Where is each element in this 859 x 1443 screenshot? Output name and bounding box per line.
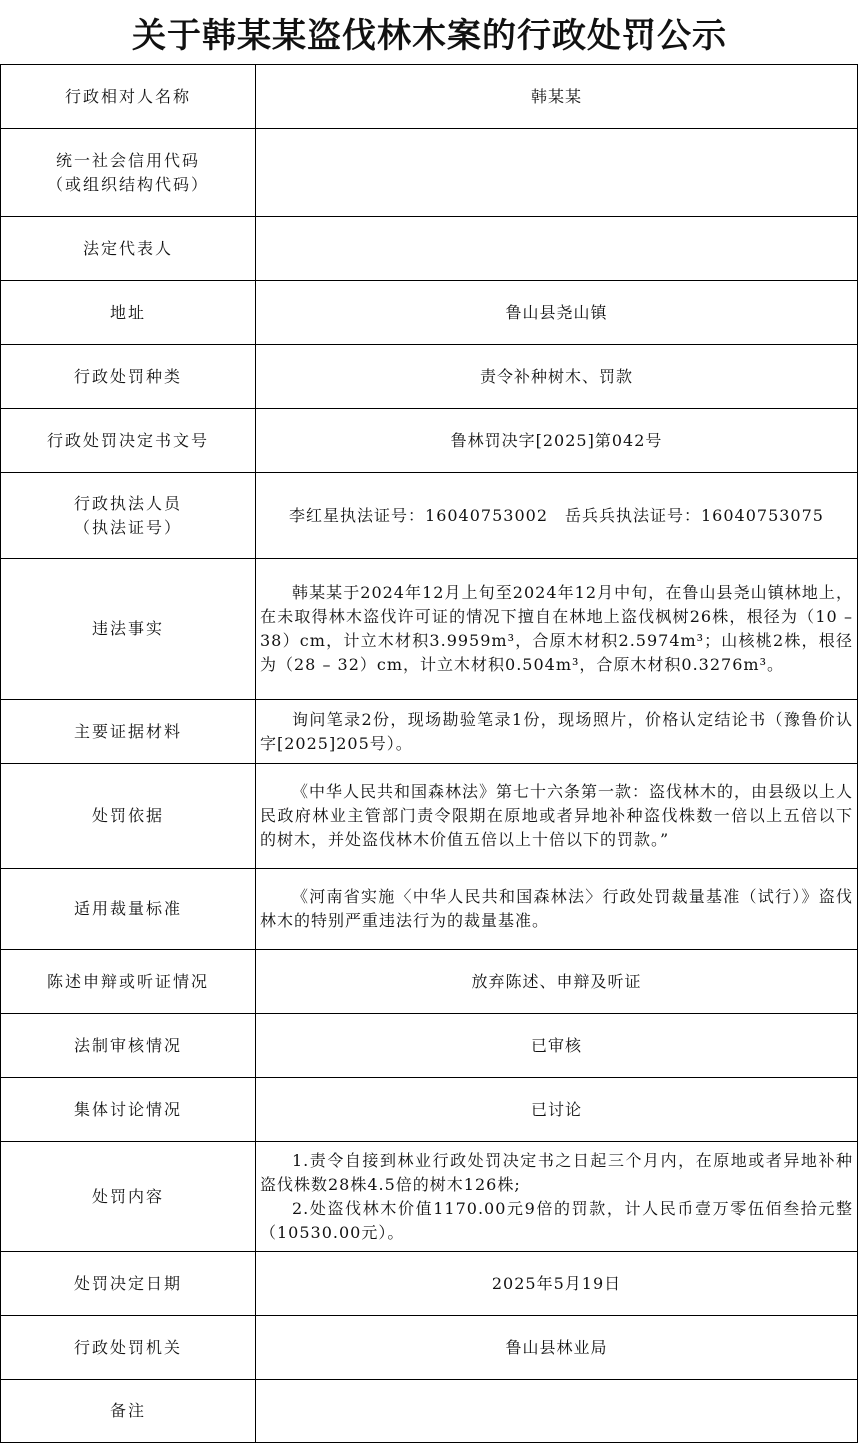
row-value: 已讨论	[256, 1078, 858, 1142]
row-value	[256, 559, 858, 700]
paragraph: 1.责令自接到林业行政处罚决定书之日起三个月内，在原地或者异地补种盗伐株数28株4.5倍的树木126株;	[260, 1150, 853, 1194]
row-label: 集体讨论情况	[1, 1078, 256, 1142]
row-value	[256, 700, 858, 764]
row-value	[256, 1380, 858, 1443]
row-value: 李红星执法证号：16040753002 岳兵兵执法证号：16040753075	[256, 473, 858, 559]
row-label: 处罚内容	[1, 1142, 256, 1252]
row-value: 2025年5月19日	[256, 1252, 858, 1316]
row-label: 陈述申辩或听证情况	[1, 950, 256, 1014]
table-row	[1, 764, 858, 869]
row-value: 鲁林罚决字[2025]第042号	[256, 409, 858, 473]
row-label: 备注	[1, 1380, 256, 1443]
row-label: 法制审核情况	[1, 1014, 256, 1078]
paragraph: 《中华人民共和国森林法》第七十六条第一款：盗伐林木的，由县级以上人民政府林业主管部门责令限期在原地或者异地补种盗伐株数一倍以上五倍以下的树木，并处盗伐林木价值五倍以上十倍以下的罚款。”	[260, 782, 854, 849]
row-value: 责令补种树木、罚款	[256, 345, 858, 409]
table-row	[1, 281, 858, 345]
row-label: 违法事实	[1, 559, 256, 700]
table-row	[1, 559, 858, 700]
row-label: 行政相对人名称	[1, 65, 256, 129]
row-value	[256, 129, 858, 217]
table-row	[1, 1316, 858, 1380]
row-label	[1, 129, 256, 217]
row-label: 行政处罚种类	[1, 345, 256, 409]
table-row	[1, 129, 858, 217]
row-label-line2: （或组织结构代码）	[46, 174, 209, 194]
row-label: 行政处罚决定书文号	[1, 409, 256, 473]
row-label-line1: 行政执法人员	[73, 493, 182, 513]
paragraph: 《河南省实施〈中华人民共和国森林法〉行政处罚裁量基准（试行）》盗伐林木的特别严重违法行为的裁量基准。	[260, 887, 853, 930]
table-row	[1, 345, 858, 409]
table-row	[1, 700, 858, 764]
paragraph: 询问笔录2份，现场勘验笔录1份，现场照片，价格认定结论书（豫鲁价认字[2025]205号）。	[260, 709, 853, 753]
row-value: 已审核	[256, 1014, 858, 1078]
row-value: 鲁山县林业局	[256, 1316, 858, 1380]
page-title: 关于韩某某盗伐林木案的行政处罚公示	[132, 15, 727, 56]
row-label	[1, 473, 256, 559]
table-row	[1, 1078, 858, 1142]
row-value	[256, 1142, 858, 1252]
table-row	[1, 473, 858, 559]
row-label: 处罚依据	[1, 764, 256, 869]
row-label: 行政处罚机关	[1, 1316, 256, 1380]
row-label: 处罚决定日期	[1, 1252, 256, 1316]
table-row	[1, 1014, 858, 1078]
row-label: 主要证据材料	[1, 700, 256, 764]
penalty-table	[0, 64, 858, 1443]
row-value: 放弃陈述、申辩及听证	[256, 950, 858, 1014]
row-label-line2: （执法证号）	[73, 517, 182, 537]
row-label: 地址	[1, 281, 256, 345]
row-label-line1: 统一社会信用代码	[55, 150, 200, 170]
paragraph: 韩某某于2024年12月上旬至2024年12月中旬，在鲁山县尧山镇林地上，在未取得林木盗伐许可证的情况下擅自在林地上盗伐枫树26株，根径为（10 – 38）cm，计立木材积3.9959m³，合原木材积2.5974m³；山核桃2株，根径为（28 – 32）cm，计立木材积0.504m³，合原木材积0.3276m³。	[260, 583, 853, 674]
row-label: 适用裁量标准	[1, 869, 256, 950]
table-row	[1, 409, 858, 473]
table-row	[1, 1380, 858, 1443]
row-value	[256, 764, 858, 869]
table-row	[1, 950, 858, 1014]
row-value	[256, 869, 858, 950]
table-row	[1, 217, 858, 281]
row-label: 法定代表人	[1, 217, 256, 281]
table-row	[1, 869, 858, 950]
table-row	[1, 65, 858, 129]
paragraph: 2.处盗伐林木价值1170.00元9倍的罚款，计人民币壹万零伍佰叁拾元整（10530.00元）。	[260, 1198, 853, 1242]
row-value	[256, 217, 858, 281]
table-row	[1, 1142, 858, 1252]
row-value: 韩某某	[256, 65, 858, 129]
table-row	[1, 1252, 858, 1316]
row-value: 鲁山县尧山镇	[256, 281, 858, 345]
